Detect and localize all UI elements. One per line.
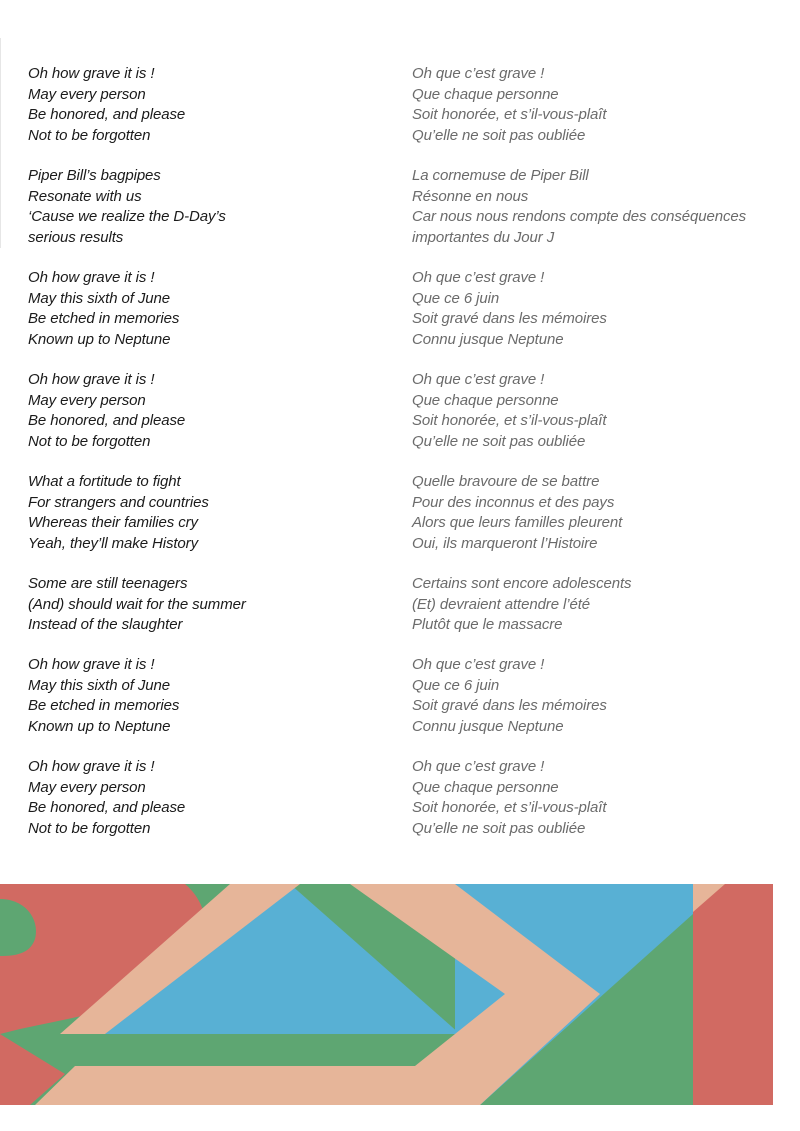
stanza — [0, 574, 800, 635]
lyric-line-fr: (Et) devraient attendre l’été — [412, 595, 591, 613]
stanza-french — [412, 655, 792, 737]
lyric-line-en: Known up to Neptune — [28, 330, 171, 348]
lyric-line-en: For strangers and countries — [28, 493, 209, 511]
stanza-english — [28, 574, 398, 636]
lyric-line-fr: Connu jusque Neptune — [412, 717, 564, 735]
lyric-line-fr: Oh que c’est grave ! — [412, 758, 545, 775]
lyric-line-fr: Certains sont encore adolescents — [412, 575, 632, 592]
stanza-english — [28, 370, 398, 452]
lyric-line-en: Oh how grave it is ! — [28, 269, 155, 286]
lyric-line-fr: Qu’elle ne soit pas oubliée — [412, 819, 586, 837]
lyric-line-en: Oh how grave it is ! — [28, 656, 155, 673]
lyric-line-fr: Que ce 6 juin — [412, 676, 500, 694]
stanza-french — [412, 472, 792, 554]
lyric-line-en: Yeah, they’ll make History — [28, 534, 198, 552]
lyric-line-en: May this sixth of June — [28, 676, 171, 694]
lyric-line-en: What a fortitude to fight — [28, 473, 181, 490]
stanza — [0, 268, 800, 350]
lyric-line-fr: importantes du Jour J — [412, 228, 555, 246]
stanza-english — [28, 757, 398, 839]
lyric-line-en: Be honored, and please — [28, 412, 186, 429]
lyric-line-en: (And) should wait for the summer — [28, 595, 246, 613]
lyric-line-en: Not to be forgotten — [28, 432, 151, 450]
lyric-line-fr: Soit gravé dans les mémoires — [412, 697, 607, 714]
lyric-line-en: Not to be forgotten — [28, 819, 151, 837]
lyric-line-en: Be etched in memories — [28, 697, 180, 714]
stanza — [0, 370, 800, 452]
stanza-french — [412, 64, 792, 146]
lyric-line-en: Oh how grave it is ! — [28, 758, 155, 775]
stanza-french — [412, 574, 792, 636]
stanza-french — [412, 757, 792, 839]
lyric-line-fr: Plutôt que le massacre — [412, 616, 563, 633]
lyric-line-fr: Pour des inconnus et des pays — [412, 493, 615, 511]
lyric-line-fr: Connu jusque Neptune — [412, 330, 564, 348]
stanza-english — [28, 472, 398, 554]
lyric-line-en: serious results — [28, 228, 124, 246]
lyric-line-en: Piper Bill’s bagpipes — [28, 167, 161, 184]
stanza-english — [28, 64, 398, 146]
lyric-line-en: May this sixth of June — [28, 289, 171, 307]
decorative-geometric-banner — [0, 884, 773, 1105]
lyric-line-fr: Quelle bravoure de se battre — [412, 473, 600, 490]
lyric-line-fr: Soit honorée, et s’il-vous-plaît — [412, 412, 607, 429]
lyric-line-fr: Oh que c’est grave ! — [412, 65, 545, 82]
lyric-line-en: Be honored, and please — [28, 106, 186, 123]
lyric-line-fr: Soit honorée, et s’il-vous-plaît — [412, 106, 607, 123]
stanza — [0, 472, 800, 554]
lyric-line-fr: Qu’elle ne soit pas oubliée — [412, 432, 586, 450]
banner-red-band-right — [693, 884, 773, 1105]
stanza-english — [28, 655, 398, 737]
lyric-line-fr: Que chaque personne — [412, 391, 559, 409]
stanza — [0, 166, 800, 248]
lyric-line-en: Oh how grave it is ! — [28, 65, 155, 82]
lyric-line-en: Instead of the slaughter — [28, 616, 183, 633]
stanza — [0, 64, 800, 146]
lyric-line-en: Resonate with us — [28, 187, 142, 205]
lyric-line-fr: Que ce 6 juin — [412, 289, 500, 307]
stanza-french — [412, 166, 792, 248]
lyric-line-en: ‘Cause we realize the D-Day’s — [28, 208, 226, 225]
stanza-english — [28, 268, 398, 350]
stanza — [0, 757, 800, 839]
lyric-line-fr: Soit honorée, et s’il-vous-plaît — [412, 799, 607, 816]
lyric-line-fr: Que chaque personne — [412, 778, 559, 796]
stanza-french — [412, 370, 792, 452]
lyric-line-fr: Que chaque personne — [412, 85, 559, 103]
lyric-line-fr: Alors que leurs familles pleurent — [412, 514, 623, 531]
lyric-line-fr: Soit gravé dans les mémoires — [412, 310, 607, 327]
lyric-line-fr: La cornemuse de Piper Bill — [412, 167, 589, 184]
lyric-line-en: May every person — [28, 391, 146, 409]
lyric-line-en: Oh how grave it is ! — [28, 371, 155, 388]
lyric-line-fr: Oh que c’est grave ! — [412, 371, 545, 388]
lyric-line-fr: Car nous nous rendons compte des conséquences — [412, 208, 747, 225]
lyric-line-fr: Oui, ils marqueront l’Histoire — [412, 534, 598, 552]
stanza — [0, 655, 800, 737]
lyric-line-fr: Qu’elle ne soit pas oubliée — [412, 126, 586, 144]
lyric-line-en: Not to be forgotten — [28, 126, 151, 144]
lyric-line-en: Be etched in memories — [28, 310, 180, 327]
lyric-line-en: May every person — [28, 778, 146, 796]
lyric-line-en: Whereas their families cry — [28, 514, 198, 531]
lyric-line-en: Some are still teenagers — [28, 575, 188, 592]
lyric-line-en: Known up to Neptune — [28, 717, 171, 735]
lyric-line-en: May every person — [28, 85, 146, 103]
bilingual-lyrics — [0, 64, 800, 839]
stanza-english — [28, 166, 398, 248]
lyric-line-en: Be honored, and please — [28, 799, 186, 816]
lyric-line-fr: Oh que c’est grave ! — [412, 269, 545, 286]
lyric-line-fr: Oh que c’est grave ! — [412, 656, 545, 673]
lyric-line-fr: Résonne en nous — [412, 187, 529, 205]
stanza-french — [412, 268, 792, 350]
